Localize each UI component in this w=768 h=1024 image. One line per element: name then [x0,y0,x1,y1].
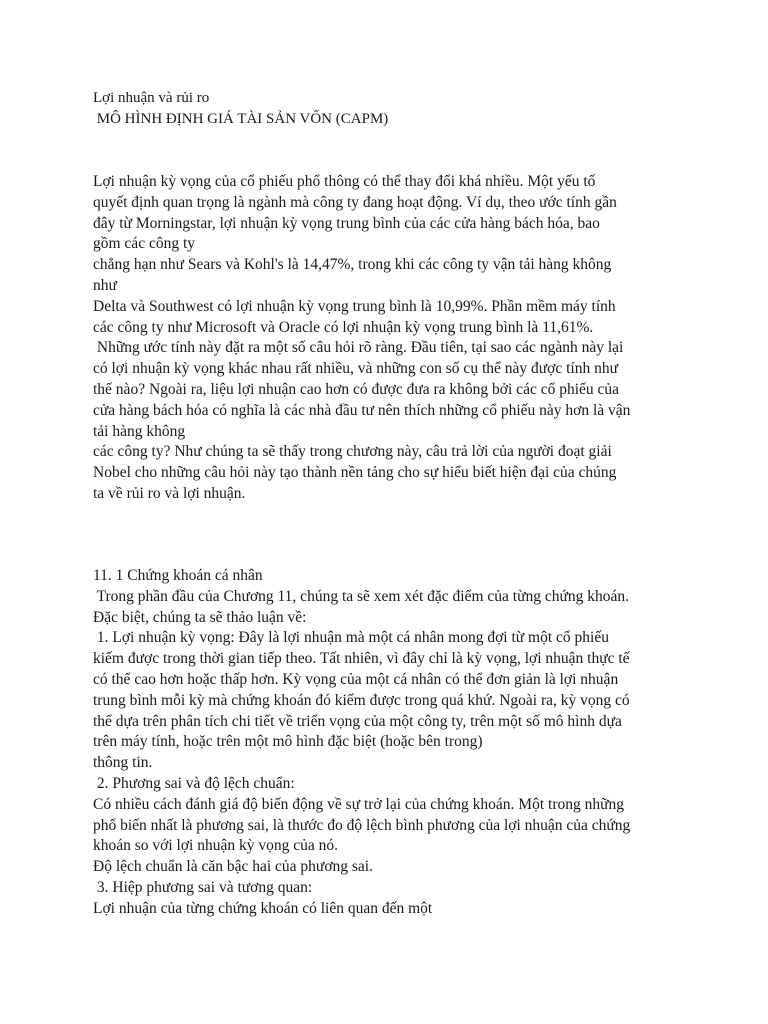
text-line: gồm các công ty [93,235,196,253]
text-line: cửa hàng bách hóa có nghĩa là các nhà đầu tư nên thích những cổ phiếu này hơn là vận [93,401,631,419]
text-line: 1. Lợi nhuận kỳ vọng: Đây là lợi nhuận mà một cá nhân mong đợi từ một cổ phiếu [93,629,609,647]
text-line: Độ lệch chuẩn là căn bậc hai của phương sai. [93,858,373,876]
header-subtitle: MÔ HÌNH ĐỊNH GIÁ TÀI SẢN VỐN (CAPM) [93,110,389,127]
text-line: có lợi nhuận kỳ vọng khác nhau rất nhiều, và những con số cụ thể này được tính như [93,360,618,378]
text-line: Có nhiều cách đánh giá độ biến động về sự trở lại của chứng khoán. Một trong những [93,795,625,813]
text-line: thế nào? Ngoài ra, liệu lợi nhuận cao hơn có được đưa ra không bởi các cổ phiếu của [93,380,620,398]
document-header [93,88,693,130]
text-line: 11. 1 Chứng khoán cá nhân [93,567,263,584]
text-line: khoán so với lợi nhuận kỳ vọng của nó. [93,837,338,855]
text-line: thông tin. [93,754,153,772]
text-line: 2. Phương sai và độ lệch chuẩn: [93,774,295,792]
text-line: Những ước tính này đặt ra một số câu hỏi rõ ràng. Đầu tiên, tại sao các ngành này lại [93,339,624,357]
text-line: quyết định quan trọng là ngành mà công ty đang hoạt động. Ví dụ, theo ước tính gần [93,193,617,211]
text-line: Lợi nhuận kỳ vọng của cổ phiếu phổ thông có thể thay đổi khá nhiều. Một yếu tố [93,173,596,190]
text-line: Trong phần đầu của Chương 11, chúng ta sẽ xem xét đặc điểm của từng chứng khoán. [93,587,630,605]
header-title: Lợi nhuận và rủi ro [93,90,210,106]
text-line: phổ biến nhất là phương sai, là thước đo độ lệch bình phương của lợi nhuận của chứng [93,816,631,834]
text-line: các công ty? Như chúng ta sẽ thấy trong chương này, câu trả lời của người đoạt giải [93,443,612,461]
text-line: tải hàng không [93,422,186,440]
intro-paragraph [93,172,693,505]
text-line: trung bình mỗi kỳ mà chứng khoán đó kiếm được trong quá khứ. Ngoài ra, kỳ vọng có [93,691,630,709]
text-line: đây từ Morningstar, lợi nhuận kỳ vọng trung bình của các cửa hàng bách hóa, bao [93,214,600,232]
text-line: các công ty như Microsoft và Oracle có lợi nhuận kỳ vọng trung bình là 11,61%. [93,318,594,336]
section-individual-securities [93,566,693,920]
text-line: 3. Hiệp phương sai và tương quan: [93,878,313,896]
text-line: ta về rủi ro và lợi nhuận. [93,484,246,502]
text-line: trên máy tính, hoặc trên một mô hình đặc biệt (hoặc bên trong) [93,733,483,751]
text-line: có thể cao hơn hoặc thấp hơn. Kỳ vọng của một cá nhân có thể đơn giản là lợi nhuận [93,670,619,688]
text-line: thể dựa trên phân tích chi tiết về triển vọng của một công ty, trên một số mô hình dựa [93,712,622,730]
text-line: Đặc biệt, chúng ta sẽ thảo luận về: [93,608,307,626]
text-line: Lợi nhuận của từng chứng khoán có liên quan đến một [93,899,433,917]
text-line: Nobel cho những câu hỏi này tạo thành nền tảng cho sự hiểu biết hiện đại của chúng [93,464,617,482]
text-line: kiếm được trong thời gian tiếp theo. Tất nhiên, vì đây chỉ là kỳ vọng, lợi nhuận thực tế [93,650,630,668]
text-line: chẳng hạn như Sears và Kohl's là 14,47%, trong khi các công ty vận tải hàng không [93,256,612,274]
text-line: Delta và Southwest có lợi nhuận kỳ vọng trung bình là 10,99%. Phần mềm máy tính [93,297,616,315]
text-line: như [93,276,117,294]
